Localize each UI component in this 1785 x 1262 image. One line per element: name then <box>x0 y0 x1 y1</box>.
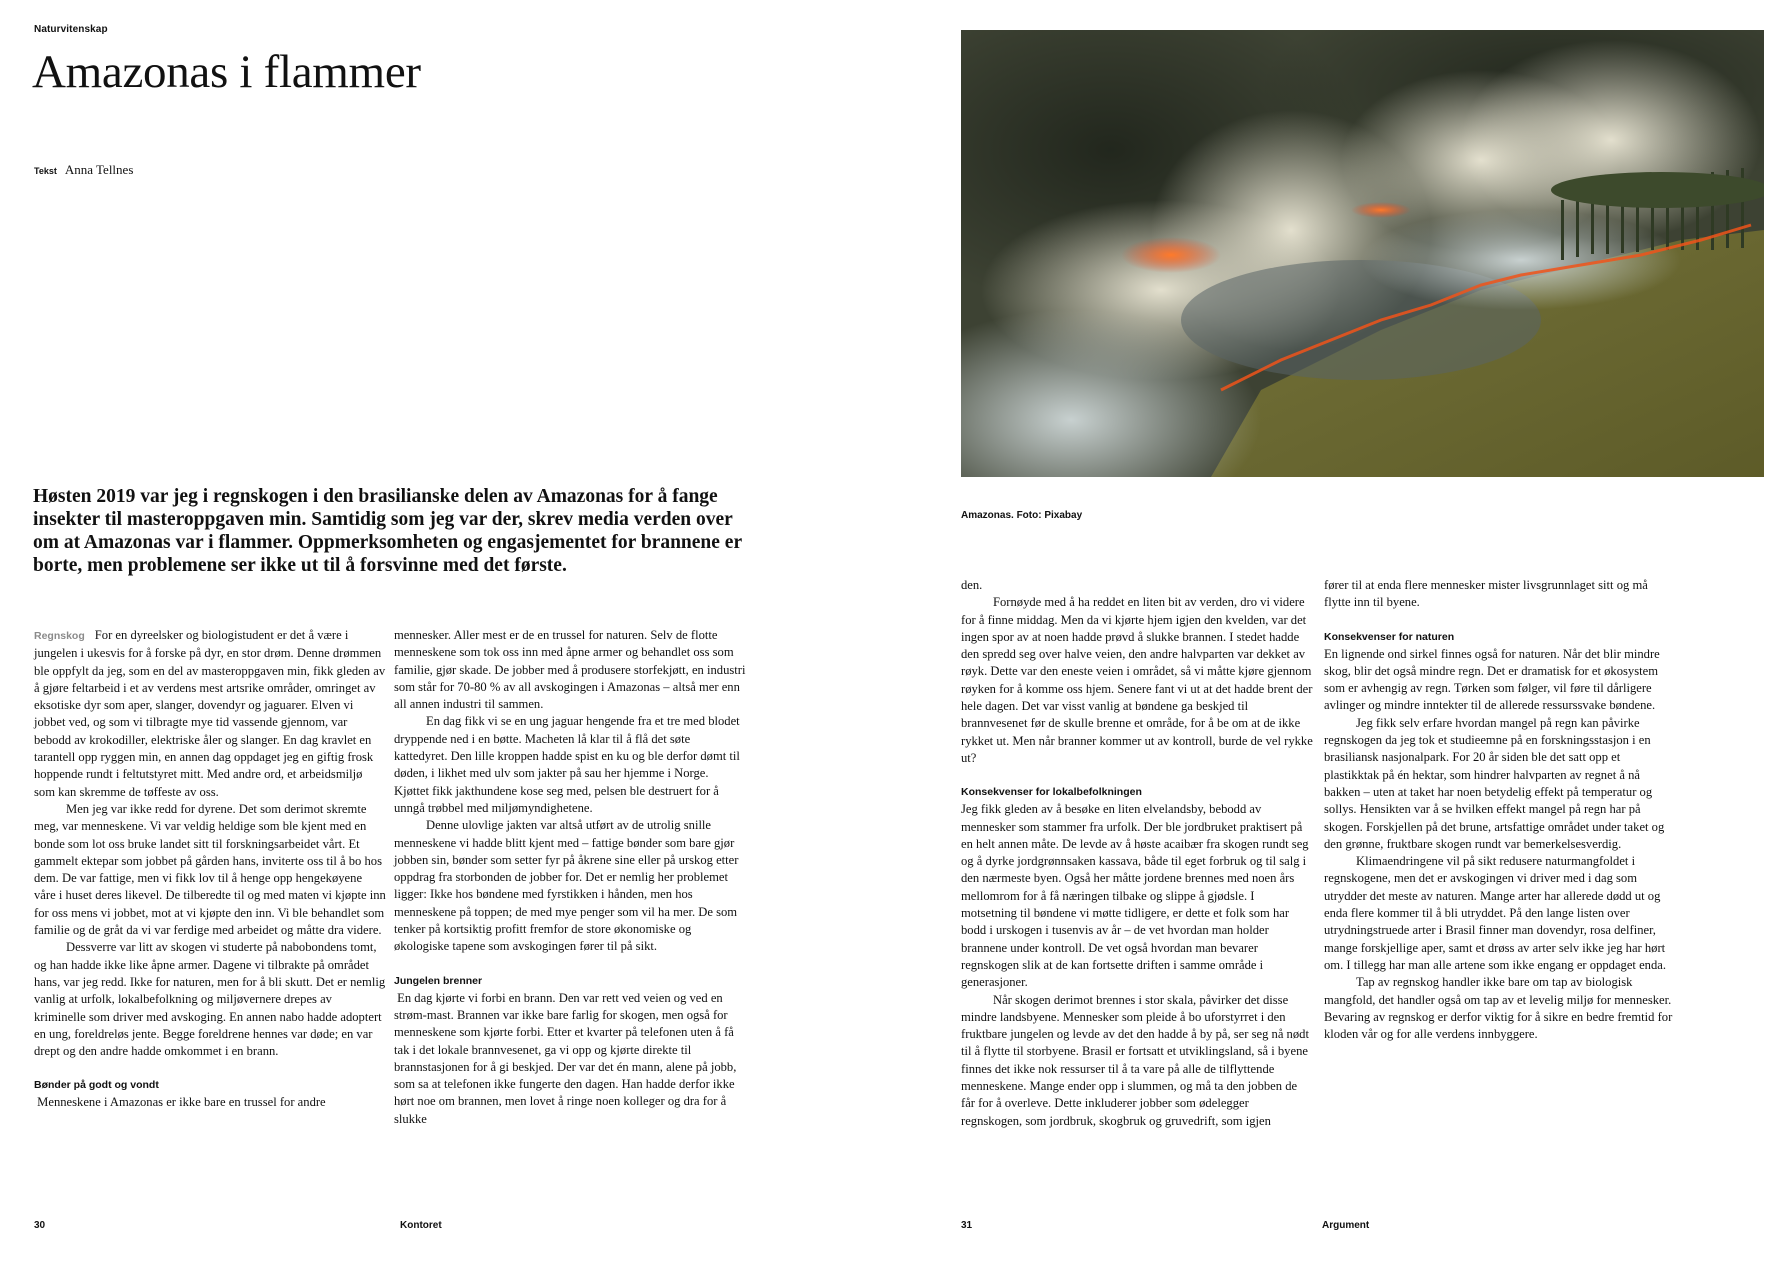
page-number-right: 31 <box>961 1220 973 1231</box>
body-paragraph: fører til at enda flere mennesker mister livsgrunnlaget sitt og må flytte inn til byene. <box>1324 578 1648 610</box>
subheading: Bønder på godt og vondt <box>34 1079 159 1092</box>
body-paragraph: Når skogen derimot brennes i stor skala, påvirker det disse mindre landsbyene. Mennesker som pleide å bo uforstyrret i den fruktbare jungelen og levde av det den hadde å by på, ser seg nå nødt til å flytte til storbyene. Brasil er fortsatt et utviklingsland, så i byene finnes det ikke nok ressurser til å ta vare på alle de tilflyttende menneskene. Mange ender opp i slummen, og må ta den jobben de får for å overleve. Dette inkluderer jobber som ødelegger regnskogen, som jordbruk, skogbruk og gruvedrift, som igjen <box>961 992 1309 1128</box>
body-paragraph: En lignende ond sirkel finnes også for naturen. Når det blir mindre skog, blir det også mindre regn. Det er dramatisk for et økosystem som er avhengig av regn. Tørken som følger, vil føre til dårligere avlinger og mindre inntekter til de allerede ressurssvake bøndene. <box>1324 646 1660 713</box>
subheading: Konsekvenser for naturen <box>1324 630 1455 643</box>
kicker-label: Regnskog <box>34 630 85 642</box>
body-paragraph: Dessverre var litt av skogen vi studerte på nabobondens tomt, og han hadde ikke like åpne armer. Dagene vi tilbrakte på området hans, var jeg redd. Ikke for naturen, men for å bli skutt. Det er nemlig vanlig at urfolk, lokalbefolkning og miljøvernere drepes av kriminelle som driver med avskoging. En annen nabo hadde adoptert en ung, foreldreløs jente. Begge foreldrene hennes var døde; en var drept og den andre hadde omkommet i en brann. <box>34 940 386 1059</box>
body-paragraph: Jeg fikk selv erfare hvordan mangel på regn kan påvirke regnskogen da jeg tok et studieemne på en forskningsstasjon i en brasiliansk nasjonalpark. For 20 år siden ble det satt opp et plastikktak på én hektar, som hindrer halvparten av regnet å nå bakken – uten at taket har noen betydelig effekt på temperatur og sollys. Hensikten var å se hvilken effekt mangel på regn har på skogen. Forskjellen på det brune, artsfattige området under taket og den grønne, fruktbare skogen rundt var bemerkelsesverdig. <box>1324 715 1665 851</box>
body-paragraph: Jeg fikk gleden av å besøke en liten elvelandsby, bebodd av mennesker som stammer fra urfolk. Der ble jordbruket praktisert på en helt annen måte. De levde av å høste acaibær fra skogen rundt seg og å dyrke jordgrønnsaken kassava, både til eget forbruk og til salg i den nærmeste byen. Også her måtte jordene brennes med noen års mellomrom for å få næringen tilbake og slippe å gjødsle. I motsetning til bøndene vi møtte tidligere, er dette et folk som har bodd i urskogen i tusenvis av år – de vet hvordan man holder brannene under kontroll. De vet også hvordan man bevarer regnskogen slik at de kan fortsette driften i samme område i generasjoner. <box>961 802 1309 990</box>
body-paragraph: mennesker. Aller mest er de en trussel for naturen. Selv de flotte menneskene som tok oss inn med åpne armer og behandlet oss som familie, gjør skade. De jobber med å produsere storfekjøtt, en industri som står for 70-80 % av all avskogingen i Amazonas – altså mer enn all annen industri til sammen. <box>394 628 746 712</box>
subheading: Jungelen brenner <box>394 974 483 987</box>
page-number-left: 30 <box>34 1220 46 1231</box>
body-paragraph: En dag fikk vi se en ung jaguar hengende fra et tre med blodet dryppende ned i en bøtte. Macheten lå klar til å flå det søte kattedyret. Den lille kroppen hadde spist en ku og ble derfor dømt til døden, i likhet med ulv som jakter på sau her hjemme i Norge. Kjøttet fikk jakthundene kose seg med, pelsen ble destruert for å unngå trøbbel med miljømyndighetene. <box>394 714 740 815</box>
paragraph-text: For en dyreelsker og biologistudent er det å være i jungelen i ukesvis for å forske på dyr, en stor drøm. Denne drømmen ble oppfylt da jeg, som en del av masteroppgaven min, fikk gleden av å gjøre feltarbeid i et av verdens mest artsrike områder, omringet av eksotiske dyr som aper, slanger, dovendyr og jaguarer. Elven vi jobbet ved, og som vi tilbragte mye tid vassende gjennom, var bebodd av krokodiller, elektriske åler og slanger. En dag kravlet en tarantell opp ryggen min, en annen dag oppdaget jeg en giftig frosk hoppende rundt i feltutstyret mitt. Med andre ord, et arbeidsmiljø som kan skremme de tøffeste av oss. <box>34 628 386 799</box>
body-paragraph: En dag kjørte vi forbi en brann. Den var rett ved veien og ved en strøm-mast. Brannen var ikke bare farlig for skogen, men også for menneskene som kjørte forbi. Etter et kvarter på telefonen uten å få tak i det lokale brannvesenet, ga vi opp og kjørte direkte til brannstasjonen for å gi beskjed. Der var det én mann, alene på jobb, som sa at telefonen ikke fungerte den dagen. Han hadde derfor ikke hørt noe om brannen, men lovet å ringe noen kolleger og dra for å slukke <box>394 990 740 1126</box>
body-paragraph: Tap av regnskog handler ikke bare om tap av biologisk mangfold, det handler også om tap av et levelig miljø for mennesker. Bevaring av regnskog er derfor viktig for å sikre en bedre fremtid for kloden vår og for alle verdens innbyggere. <box>1324 975 1673 1042</box>
body-column-4 <box>1324 577 1676 1043</box>
body-column-1 <box>34 627 386 1112</box>
body-paragraph: Klimaendringene vil på sikt redusere naturmangfoldet i regnskogene, men det er avskogingen vi driver med i dag som utrydder det meste av naturen. Mange arter har allerede dødd ut og enda flere kommer til å bli utryddet. På den lange listen over utrydningstruede arter i Brasil finner man dovendyr, rosa delfiner, mange forskjellige aper, samt et drøss av arter selv ikke jeg har hørt om. I tillegg har man alle artene som ikke engang er oppdaget enda. <box>1324 854 1667 972</box>
article-title: Amazonas i flammer <box>32 46 421 98</box>
body-paragraph: Menneskene i Amazonas er ikke bare en trussel for andre <box>34 1095 326 1110</box>
body-paragraph: Men jeg var ikke redd for dyrene. Det som derimot skremte meg, var menneskene. Vi var veldig heldige som ble kjent med en bonde som lot oss bruke landet sitt til forskningsarbeidet vårt. Et gammelt ektepar som jobbet på gården hans, inviterte oss til å bo hos dem. De var fattige, men vi fikk lov til å henge opp hengekøyene våre i huset deres likevel. De tilberedte til og med maten vi kjøpte inn for oss mens vi jobbet, mot at vi kjøpte den inn. Vi ble behandlet som familie og de gråt da vi var ferdige med arbeidet og måtte dra videre. <box>34 801 386 938</box>
footer-section-right: Argument <box>1322 1220 1370 1231</box>
byline <box>34 161 133 179</box>
section-label: Naturvitenskap <box>34 24 108 35</box>
byline-label: Tekst <box>34 166 57 176</box>
body-column-2 <box>394 627 746 1128</box>
body-column-3 <box>961 577 1313 1130</box>
wildfire-photo <box>961 30 1764 477</box>
body-paragraph: Denne ulovlige jakten var altså utført av de utrolig snille menneskene vi hadde blitt kjent med – fattige bønder som bare gjør jobben sin, bønder som setter fyr på åkrene sine eller på urskog etter oppdrag fra storbonden de jobber for. Det er nemlig her problemet ligger: Ikke hos bøndene med fyrstikken i hånden, men hos menneskene på toppen; de med mye penger som vil ha mer. De som tenker på kortsiktig profitt fremfor de store økonomiske og økologiske tapene som avskogingen fører til på sikt. <box>394 818 739 954</box>
author-name: Anna Tellnes <box>64 162 134 177</box>
body-paragraph <box>34 627 386 801</box>
wildfire-photo-icon <box>961 30 1764 477</box>
body-paragraph: Fornøyde med å ha reddet en liten bit av verden, dro vi videre for å finne middag. Men da vi kjørte hjem igjen den kvelden, var det ingen spor av at noen hadde prøvd å slukke brannen. I stedet hadde den spredd seg over halve veien, den andre halvparten var dekket av røyk. Dette var den eneste veien i området, så vi måtte kjøre gjennom røyken for å komme oss hjem. Senere fant vi ut at det hadde brent der hele dagen. Det var visst vanlig at bøndene ga beskjed til brannvesenet før de skulle brenne et område, for å be om at de ikke rykket ut. Men når branner kommer ut av kontroll, burde de vel rykke ut? <box>961 595 1313 765</box>
photo-caption: Amazonas. Foto: Pixabay <box>961 510 1083 521</box>
body-paragraph: den. <box>961 578 983 592</box>
lead-paragraph: Høsten 2019 var jeg i regnskogen i den brasilianske delen av Amazonas for å fange insekter til masteroppgaven min. Samtidig som jeg var der, skrev media verden over om at Amazonas var i flammer. Oppmerksomheten og engasjementet for brannene er borte, men problemene ser ikke ut til å forsvinne med det første. <box>33 486 742 576</box>
footer-section-left: Kontoret <box>400 1220 442 1231</box>
subheading: Konsekvenser for lokalbefolkningen <box>961 786 1142 799</box>
